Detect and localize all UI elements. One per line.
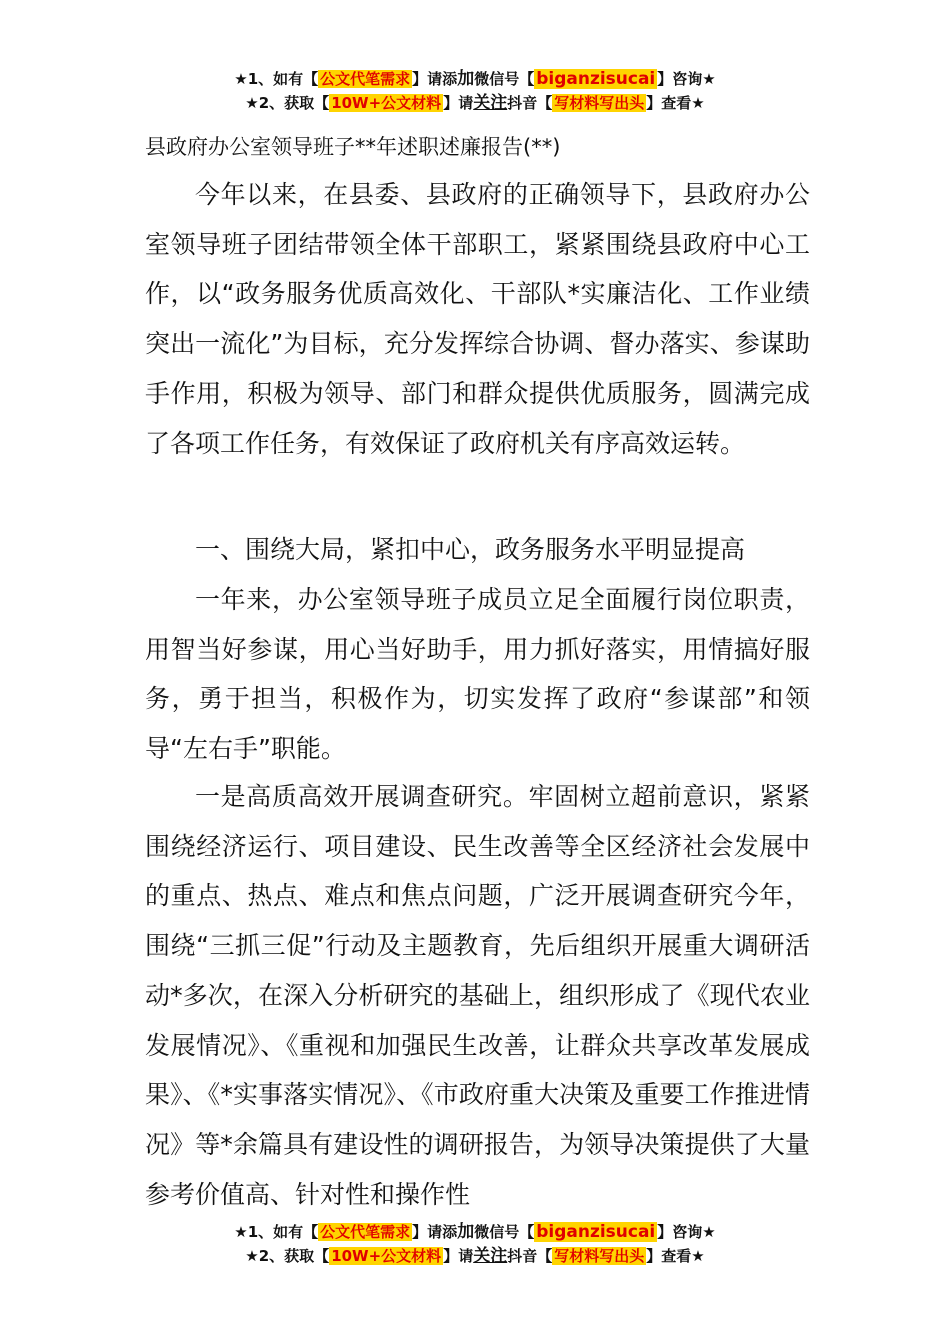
section-heading: 一、围绕大局，紧扣中心，政务服务水平明显提高 — [195, 535, 746, 564]
bottom-promo-banner — [0, 1220, 950, 1268]
promo-line-2: ★2、获取【 10W+公文材料 】请关注抖音【 写材料写出头 】查看★ — [245, 1246, 705, 1266]
service-highlight: 公文代笔需求 — [320, 1223, 411, 1241]
section-paragraph: 一年来，办公室领导班子成员立足全面履行岗位职责，用智当好参谋，用心当好助手，用力抓好落实，用情搞好服务，勇于担当，积极作为，切实发挥了政府“参谋部”和领导“左右手”职能。 — [145, 585, 810, 764]
promo-line-2: ★2、获取【 10W+公文材料 】请关注抖音【 写材料写出头 】查看★ — [245, 93, 705, 113]
top-promo-banner — [0, 67, 950, 115]
wechat-id-highlight: biganzisucai — [536, 1222, 656, 1242]
research-paragraph: 一是高质高效开展调查研究。牢固树立超前意识，紧紧围绕经济运行、项目建设、民生改善等全区经济社会发展中的重点、热点、难点和焦点问题，广泛开展调查研究今年，围绕“三抓三促”行动及主题教育，先后组织开展重大调研活动*多次，在深入分析研究的基础上，组织形成了《现代农业发展情况》、《重视和加强民生改善，让群众共享改革发展成果》、《*实事落实情况》、《市政府重大决策及重要工作推进情况》等*余篇具有建设性的调研报告，为领导决策提供了大量参考价值高、针对性和操作性 — [145, 782, 810, 1209]
wechat-id-highlight: biganzisucai — [536, 69, 656, 89]
document-title: 县政府办公室领导班子**年述职述廉报告(**) — [145, 135, 561, 159]
promo-line-1: ★1、如有【 公文代笔需求 】请添加微信号【 biganzisucai 】咨询★ — [234, 1222, 716, 1242]
intro-paragraph: 今年以来，在县委、县政府的正确领导下，县政府办公室领导班子团结带领全体干部职工，紧紧围绕县政府中心工作，以“政务服务优质高效化、干部队*实廉洁化、工作业绩突出一流化”为目标，充分发挥综合协调、督办落实、参谋助手作用，积极为领导、部门和群众提供优质服务，圆满完成了各项工作任务，有效保证了政府机关有序高效运转。 — [145, 180, 810, 458]
promo-line-1: ★1、如有【 公文代笔需求 】请添加微信号【 biganzisucai 】咨询★ — [234, 69, 716, 89]
materials-highlight: 10W+公文材料 — [331, 1247, 442, 1265]
douyin-account-highlight: 写材料写出头 — [554, 1247, 645, 1265]
douyin-account-highlight: 写材料写出头 — [554, 94, 645, 112]
materials-highlight: 10W+公文材料 — [331, 94, 442, 112]
service-highlight: 公文代笔需求 — [320, 70, 411, 88]
